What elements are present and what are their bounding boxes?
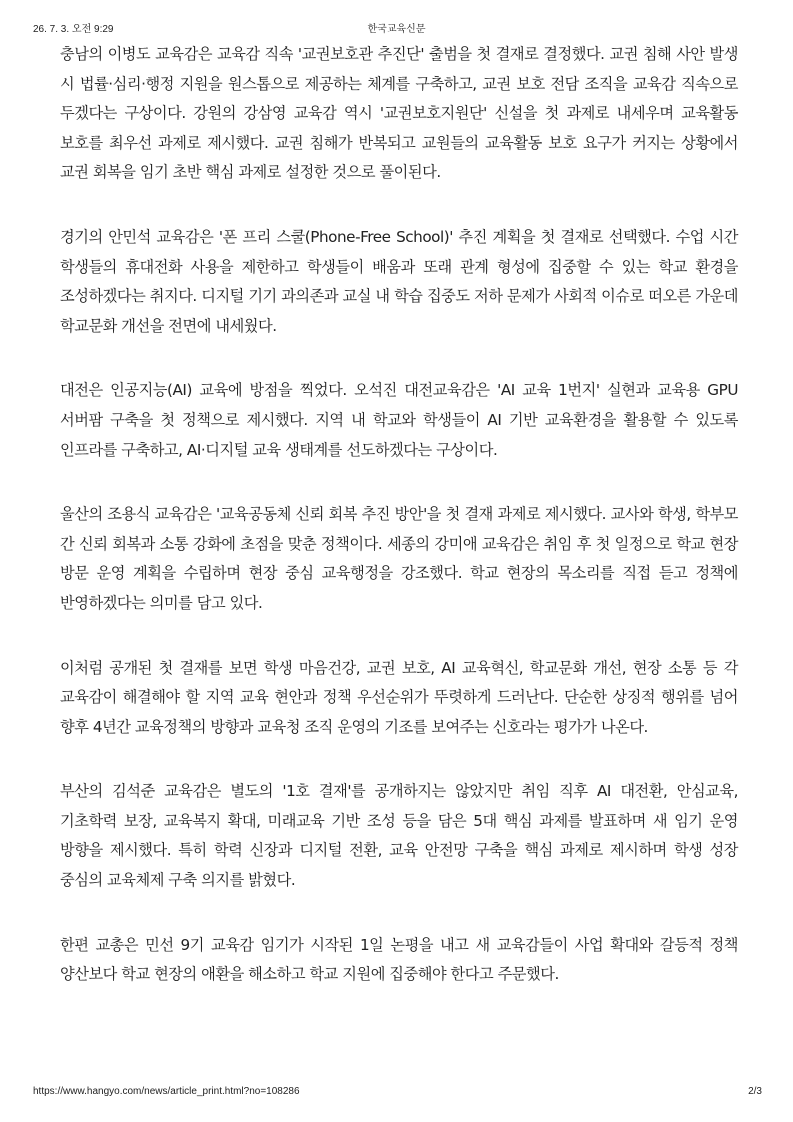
print-footer xyxy=(33,1086,762,1100)
article-paragraph: 경기의 안민석 교육감은 '폰 프리 스쿨(Phone-Free School)' 추진 계획을 첫 결재로 선택했다. 수업 시간 학생들의 휴대전화 사용을 제한하고 학생들이 배움과 또래 관계 형성에 집중할 수 있는 학교 환경을 조성하겠다는 취지다. 디지털 기기 과의존과 교실 내 학습 집중도 저하 문제가 사회적 이슈로 떠오른 가운데 학교문화 개선을 전면에 내세웠다. xyxy=(60,227,738,335)
article-paragraph: 이처럼 공개된 첫 결재를 보면 학생 마음건강, 교권 보호, AI 교육혁신, 학교문화 개선, 현장 소통 등 각 교육감이 해결해야 할 지역 교육 현안과 정책 우선순위가 뚜렷하게 드러난다. 단순한 상징적 행위를 넘어 향후 4년간 교육정책의 방향과 교육청 조직 운영의 기조를 보여주는 신호라는 평가가 나온다. xyxy=(60,658,738,736)
article-body xyxy=(60,40,738,1025)
article-paragraph: 부산의 김석준 교육감은 별도의 '1호 결재'를 공개하지는 않았지만 취임 직후 AI 대전환, 안심교육, 기초학력 보장, 교육복지 확대, 미래교육 기반 조성 등을 담은 5대 핵심 과제를 발표하며 새 임기 운영 방향을 제시했다. 특히 학력 신장과 디지털 전환, 교육 안전망 구축을 핵심 과제로 제시하며 학생 성장 중심의 교육체제 구축 의지를 밝혔다. xyxy=(60,782,738,890)
article-paragraph: 한편 교총은 민선 9기 교육감 임기가 시작된 1일 논평을 내고 새 교육감들이 사업 확대와 갈등적 정책 양산보다 학교 현장의 애환을 해소하고 학교 지원에 집중해야 한다고 주문했다. xyxy=(60,935,738,984)
print-date: 26. 7. 3. 오전 9:29 xyxy=(33,24,114,35)
print-header xyxy=(33,20,760,34)
article-paragraph: 충남의 이병도 교육감은 교육감 직속 '교권보호관 추진단' 출범을 첫 결재로 결정했다. 교권 침해 사안 발생 시 법률·심리·행정 지원을 원스톱으로 제공하는 체계를 구축하고, 교권 보호 전담 조직을 교육감 직속으로 두겠다는 구상이다. 강원의 강삼영 교육감 역시 '교권보호지원단' 신설을 첫 과제로 내세우며 교육활동 보호를 최우선 과제로 제시했다. 교권 침해가 반복되고 교원들의 교육활동 보호 요구가 커지는 상황에서 교권 회복을 임기 초반 핵심 과제로 설정한 것으로 풀이된다. xyxy=(60,45,738,182)
article-url: https://www.hangyo.com/news/article_print.html?no=108286 xyxy=(33,1086,300,1097)
page-number: 2/3 xyxy=(748,1086,762,1097)
article-paragraph: 대전은 인공지능(AI) 교육에 방점을 찍었다. 오석진 대전교육감은 'AI 교육 1번지' 실현과 교육용 GPU 서버팜 구축을 첫 정책으로 제시했다. 지역 내 학교와 학생들이 AI 기반 교육환경을 활용할 수 있도록 인프라를 구축하고, AI·디지털 교육 생태계를 선도하겠다는 구상이다. xyxy=(60,381,738,459)
article-paragraph: 울산의 조용식 교육감은 '교육공동체 신뢰 회복 추진 방안'을 첫 결재 과제로 제시했다. 교사와 학생, 학부모 간 신뢰 회복과 소통 강화에 초점을 맞춘 정책이다. 세종의 강미애 교육감은 취임 후 첫 일정으로 학교 현장 방문 운영 계획을 수립하며 현장 중심 교육행정을 강조했다. 학교 현장의 목소리를 직접 듣고 정책에 반영하겠다는 의미를 담고 있다. xyxy=(60,505,738,612)
site-name: 한국교육신문 xyxy=(367,24,426,35)
